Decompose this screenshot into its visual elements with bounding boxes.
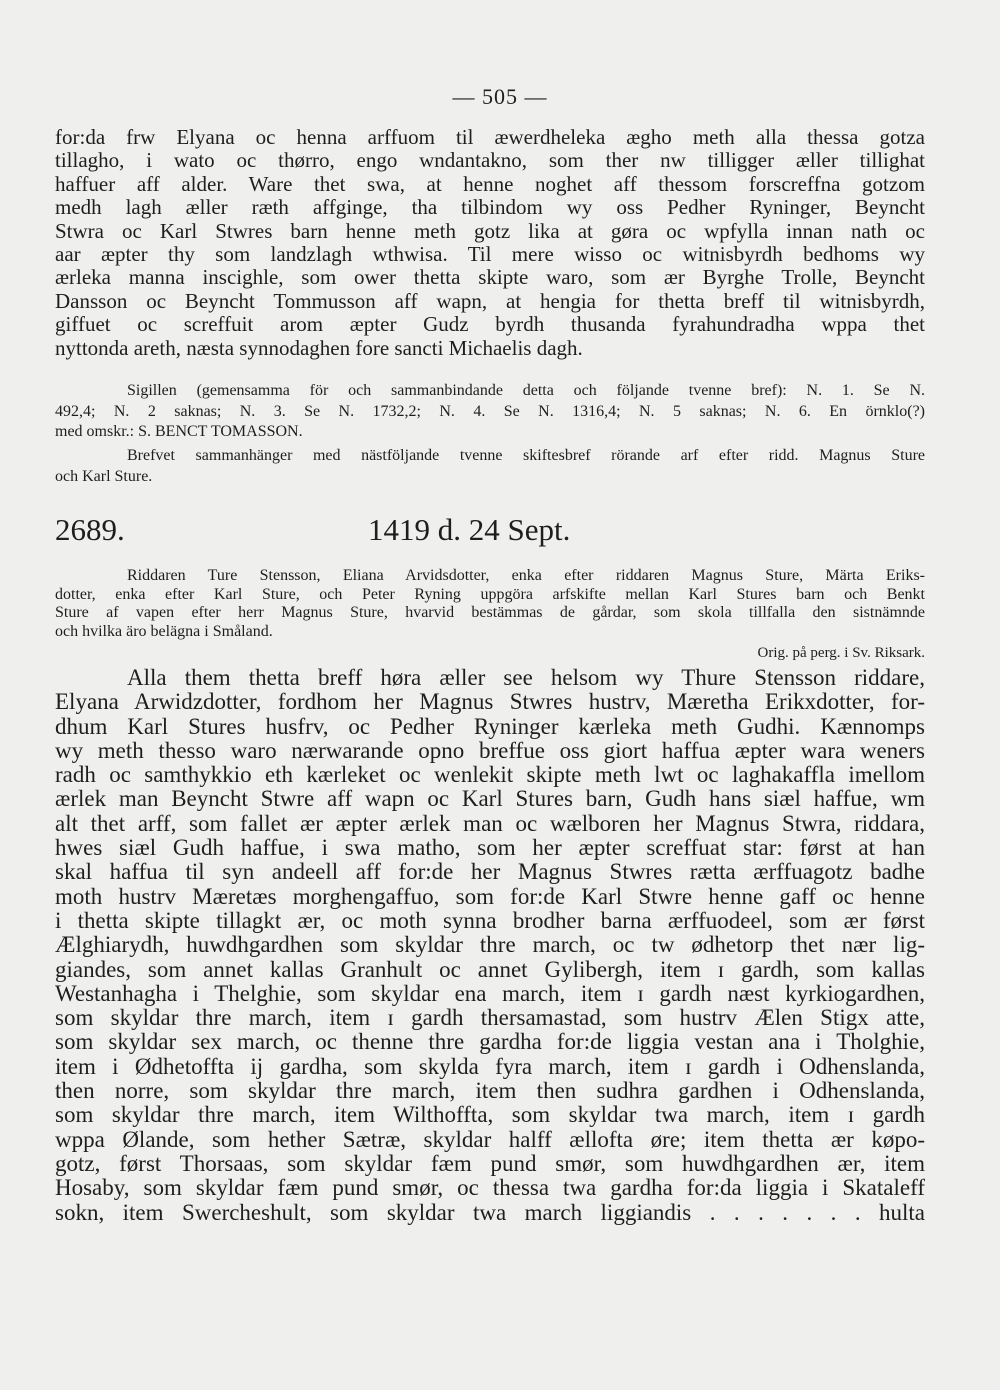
body-line: dhum Karl Stures husfrv, oc Pedher Ryninger kærleka meth Gudhi. Kænnomps bbox=[55, 714, 925, 739]
summary-line: Sture af vapen efter herr Magnus Sture, hvarvid bestämmas de gårdar, som skola tillfalla den sistnämnde bbox=[55, 604, 925, 622]
body-line: alt thet arff, som fallet ær æpter ærlek man oc wælboren her Magnus Stwra, riddara, bbox=[55, 811, 925, 836]
body-line: radh oc samthykkio eth kærleket oc wenlekit skipte meth lwt oc laghakaffla imellom bbox=[55, 763, 925, 788]
text-line: Dansson oc Beyncht Tommusson aff wapn, at hengia for thetta breff til witnisbyrdh, bbox=[55, 289, 925, 313]
body-line: som skyldar thre march, item ɪ gardh thersamastad, som hustrv Ælen Stigx atte, bbox=[55, 1006, 925, 1031]
summary-line: Riddaren Ture Stensson, Eliana Arvidsdotter, enka efter riddaren Magnus Sture, Märta Eriks- bbox=[127, 567, 925, 584]
body-line: giandes, som annet kallas Granhult oc annet Gylibergh, item ɪ gardh, som kallas bbox=[55, 957, 925, 982]
body-line: Ælghiarydh, huwdhgardhen som skyldar thre march, oc tw ødhetorp thet nær lig- bbox=[55, 933, 925, 958]
body-line: Elyana Arwidzdotter, fordhom her Magnus Stwres hustrv, Mæretha Erikxdotter, for- bbox=[55, 690, 925, 715]
seal-note bbox=[55, 381, 925, 443]
text-line: medh lagh æller ræth affginge, tha tilbindom wy oss Pedher Ryninger, Beyncht bbox=[55, 196, 925, 220]
summary-line: dotter, enka efter Karl Sture, och Peter Ryning uppgöra arfskifte mellan Karl Stures barn och Benkt bbox=[55, 585, 925, 603]
body-line: gotz, først Thorsaas, som skyldar fæm pund smør, som huwdhgardhen ær, item bbox=[55, 1151, 925, 1176]
body-line: i thetta skipte tillagkt ær, oc moth synna brodher barna ærffuodeel, som ær først bbox=[55, 908, 925, 933]
body-line: som skyldar sex march, oc thenne thre gardha for:de liggia vestan ana i Tholghie, bbox=[55, 1030, 925, 1055]
source-citation: Orig. på perg. i Sv. Riksark. bbox=[757, 645, 925, 662]
document-summary bbox=[55, 567, 925, 663]
body-line: wy meth thesso waro nærwarande opno breffue oss giort haffua æpter wara weners bbox=[55, 738, 925, 763]
body-line: sokn, item Swercheshult, som skyldar twa march liggiandis . . . . . . . hulta bbox=[55, 1200, 925, 1225]
text-line: aar æpter thy som landzlagh wthwisa. Til mere wisso oc witnisbyrdh bedhoms wy bbox=[55, 243, 925, 267]
document-heading bbox=[55, 512, 925, 552]
document-number: 2689. bbox=[55, 512, 125, 547]
text-line: Stwra oc Karl Stwres barn henne meth gotz lika at gøra oc wpfylla innan nath oc bbox=[55, 219, 925, 243]
text-line: ærleka manna inscighle, som ower thetta skipte waro, som ær Byrghe Trolle, Beyncht bbox=[55, 266, 925, 290]
note-line: Brefvet sammanhänger med nästföljande tvenne skiftesbref rörande arf efter ridd. Magnus Sture bbox=[127, 447, 925, 464]
body-line: skal haffua til syn andeell aff for:de her Magnus Stwres rætta ærffuagotz badhe bbox=[55, 860, 925, 885]
note-line: 492,4; N. 2 saknas; N. 3. Se N. 1732,2; N. 4. Se N. 1316,4; N. 5 saknas; N. 6. En örnklo(?) bbox=[55, 402, 925, 420]
body-line: hwes siæl Gudh haffue, i swa matho, som her æpter screffuat star: først at han bbox=[55, 836, 925, 861]
summary-line: och hvilka äro belägna i Småland. bbox=[55, 622, 273, 640]
text-line: tillagho, i wato oc thørro, engo wndantakno, som ther nw tilligger æller tillighat bbox=[55, 149, 925, 173]
text-line: for:da frw Elyana oc henna arffuom til æwerdheleka ægho meth alla thessa gotza bbox=[55, 126, 925, 149]
body-line: som skyldar thre march, item Wilthoffta, som skyldar twa march, item ɪ gardh bbox=[55, 1103, 925, 1128]
body-line: Hosaby, som skyldar fæm pund smør, oc thessa twa gardha for:da liggia i Skataleff bbox=[55, 1176, 925, 1201]
document-body bbox=[55, 666, 925, 1225]
continuation-text bbox=[55, 126, 925, 360]
note-line: och Karl Sture. bbox=[55, 467, 153, 485]
note-line: med omskr.: S. BENCT TOMASSON. bbox=[55, 423, 303, 440]
document-date: 1419 d. 24 Sept. bbox=[368, 512, 571, 547]
body-line: Westanhagha i Thelghie, som skyldar ena march, item ɪ gardh næst kyrkiogardhen, bbox=[55, 981, 925, 1006]
text-line: giffuet oc screffuit arom æpter Gudz byrdh thusanda fyrahundradha wppa thet bbox=[55, 313, 925, 337]
body-line: Alla them thetta breff høra æller see helsom wy Thure Stensson riddare, bbox=[127, 666, 925, 690]
page-number: — 505 — bbox=[452, 84, 548, 109]
body-line: moth hustrv Mæretæs morghengaffuo, som for:de Karl Stwre henne gaff oc henne bbox=[55, 884, 925, 909]
text-line: haffuer aff alder. Ware thet swa, at henne noghet aff thessom forscreffna gotzom bbox=[55, 172, 925, 196]
letter-note bbox=[55, 446, 925, 487]
body-line: wppa Ølande, som hether Sætræ, skyldar halff ællofta øre; item thetta ær køpo- bbox=[55, 1127, 925, 1152]
text-line: nyttonda areth, næsta synnodaghen fore sancti Michaelis dagh. bbox=[55, 336, 583, 360]
body-line: ærlek man Beyncht Stwre aff wapn oc Karl Stures barn, Gudh hans siæl haffue, wm bbox=[55, 787, 925, 812]
body-line: item i Ødhetoffta ij gardha, som skylda fyra march, item ɪ gardh i Odhenslanda, bbox=[55, 1054, 925, 1079]
body-line: then norre, som skyldar thre march, item then sudhra gardhen i Odhenslanda, bbox=[55, 1079, 925, 1104]
note-line: Sigillen (gemensamma för och sammanbindande detta och följande tvenne bref): N. 1. Se N. bbox=[127, 382, 925, 399]
